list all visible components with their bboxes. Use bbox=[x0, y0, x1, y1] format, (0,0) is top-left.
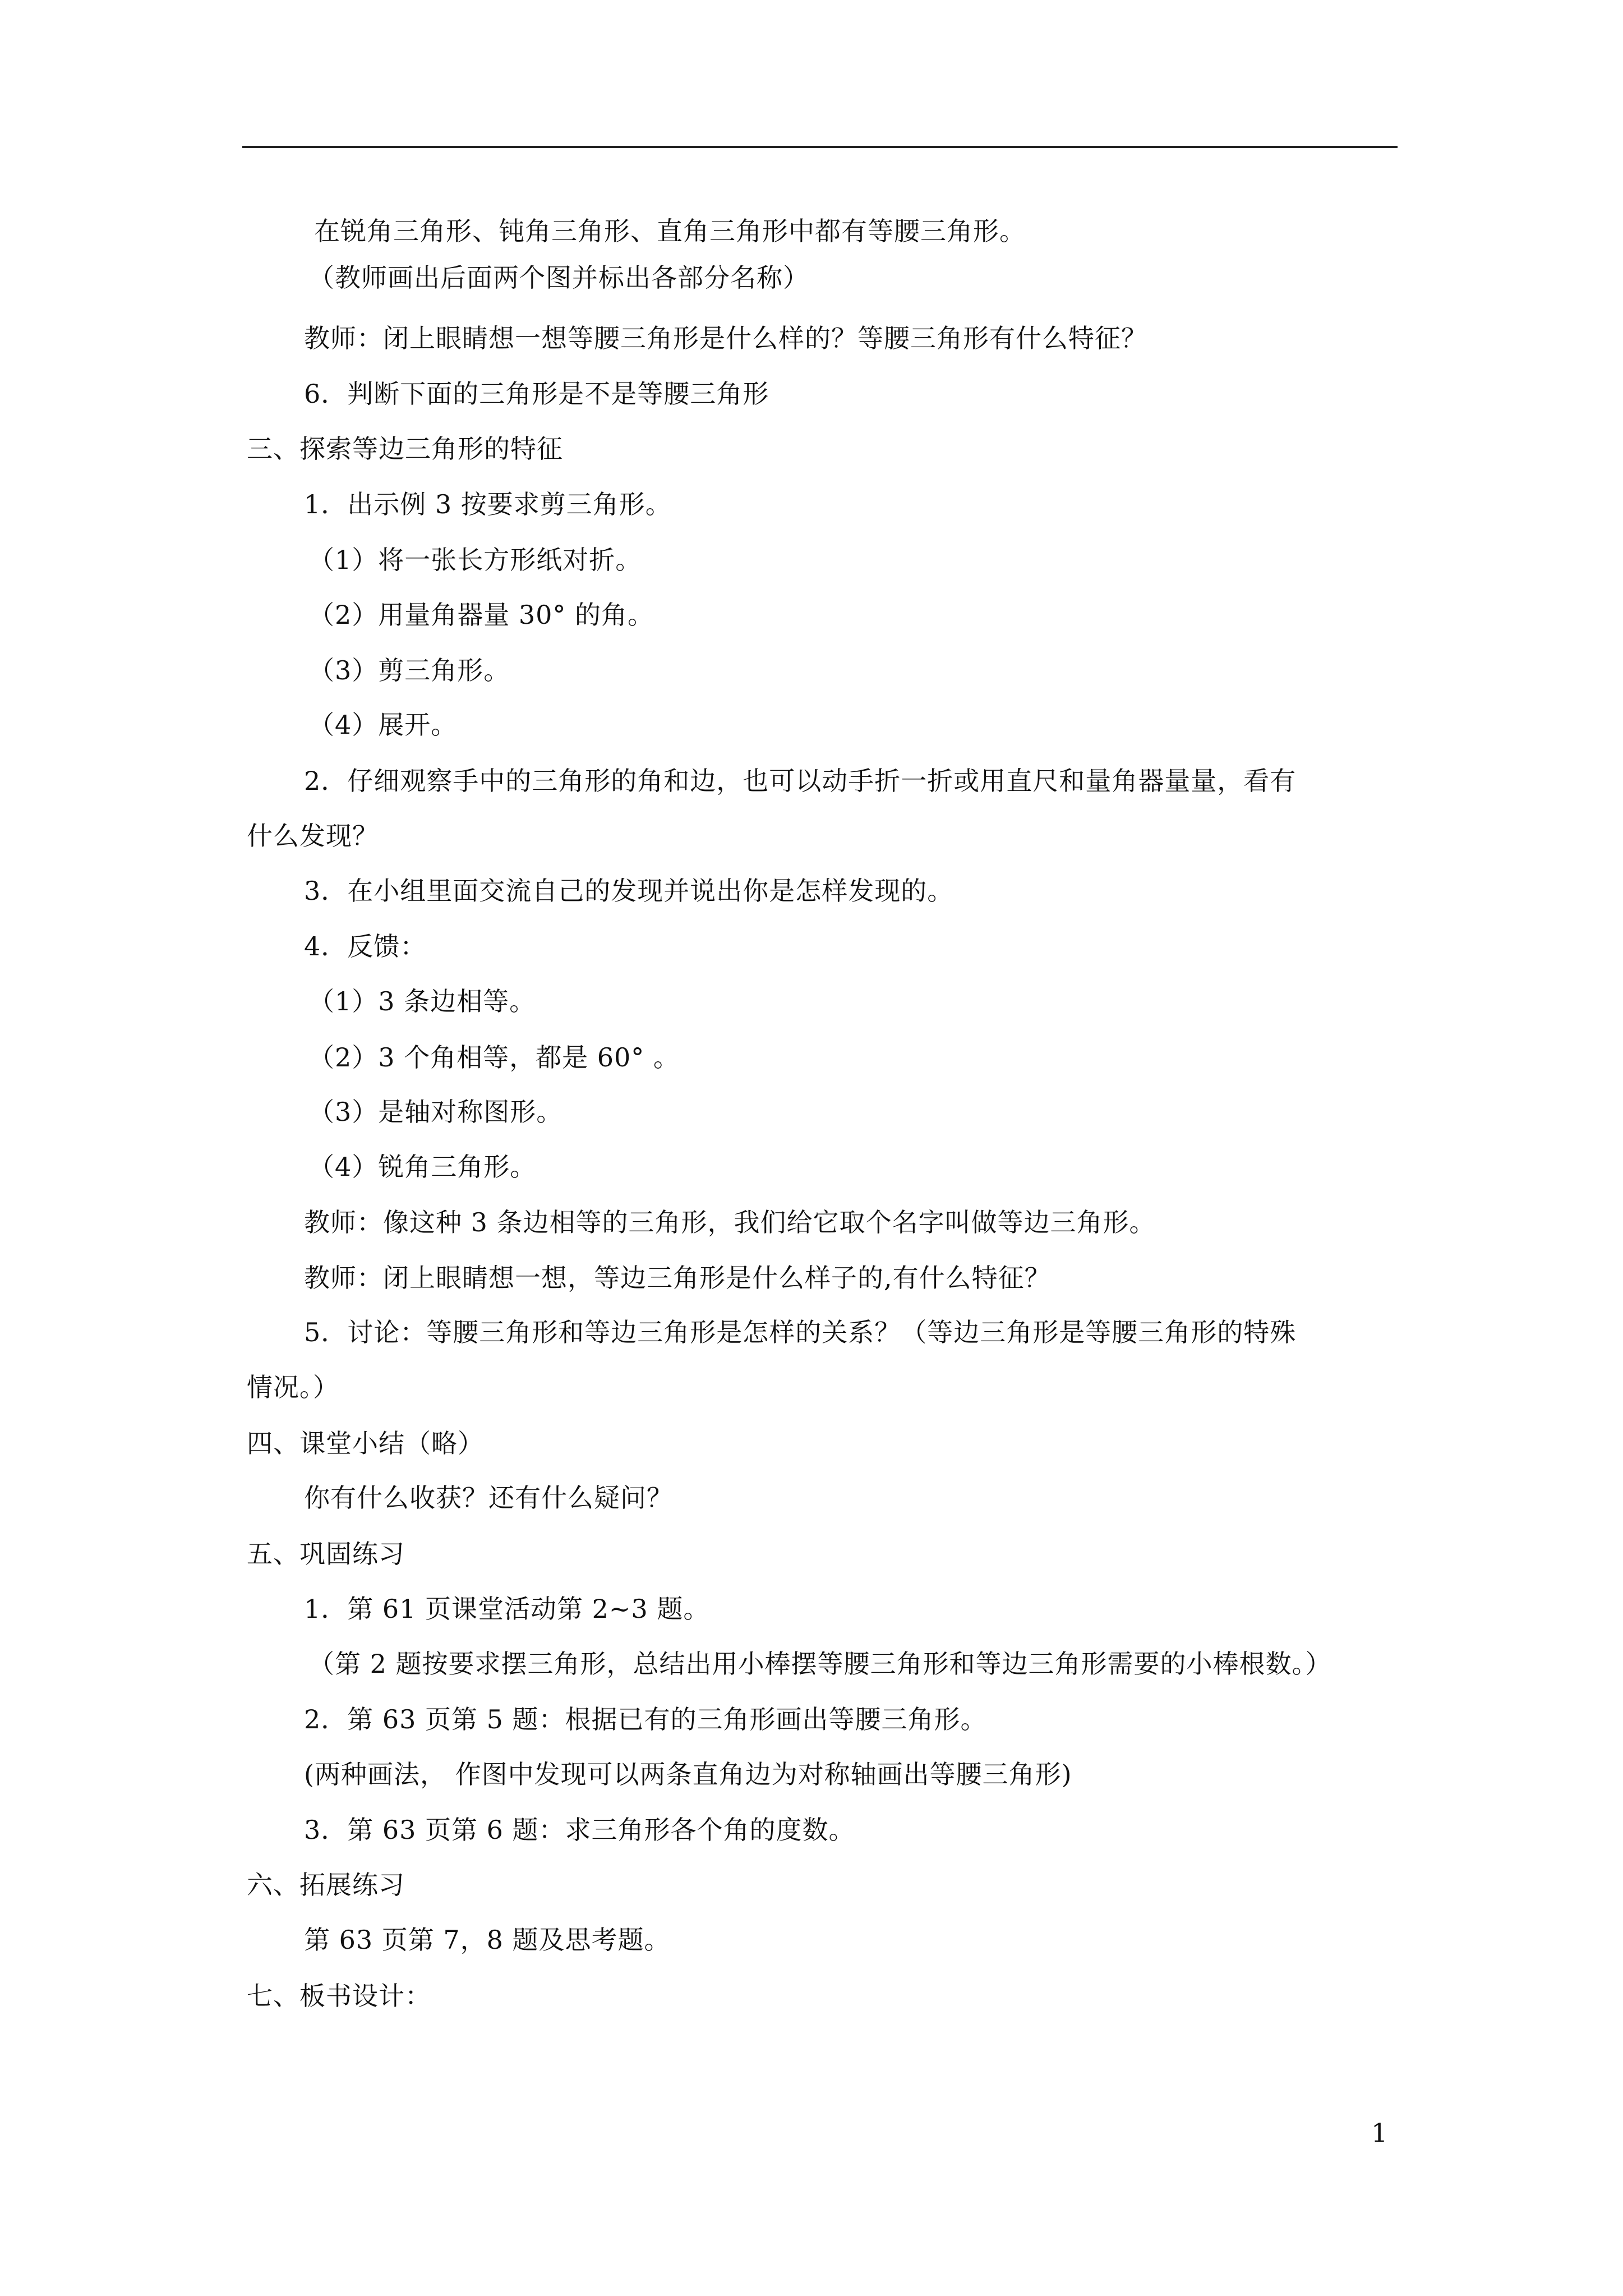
section-heading: 七、板书设计： bbox=[247, 1981, 431, 2011]
paragraph-line: 3．第 63 页第 6 题：求三角形各个角的度数。 bbox=[304, 1815, 855, 1845]
paragraph-line: 你有什么收获？还有什么疑问？ bbox=[304, 1483, 673, 1513]
section-heading: 四、课堂小结（略） bbox=[247, 1428, 484, 1458]
paragraph-line: (两种画法， 作图中发现可以两条直角边为对称轴画出等腰三角形) bbox=[304, 1759, 1072, 1789]
paragraph-line: （4）展开。 bbox=[308, 710, 458, 740]
paragraph-line: （3）是轴对称图形。 bbox=[308, 1097, 563, 1127]
paragraph-line: （3）剪三角形。 bbox=[308, 655, 510, 685]
paragraph-line: （1）将一张长方形纸对折。 bbox=[308, 545, 642, 575]
paragraph-line: 3．在小组里面交流自己的发现并说出你是怎样发现的。 bbox=[304, 876, 954, 906]
paragraph-line: 第 63 页第 7，8 题及思考题。 bbox=[304, 1925, 671, 1955]
paragraph-line: 教师：闭上眼睛想一想，等边三角形是什么样子的,有什么特征？ bbox=[304, 1263, 1051, 1293]
paragraph-line: 1．出示例 3 按要求剪三角形。 bbox=[304, 489, 672, 519]
section-heading: 五、巩固练习 bbox=[247, 1539, 405, 1569]
paragraph-line: （4）锐角三角形。 bbox=[308, 1152, 537, 1182]
paragraph-line: 情况。） bbox=[247, 1372, 339, 1402]
paragraph-line: 6．判断下面的三角形是不是等腰三角形 bbox=[304, 379, 769, 409]
paragraph-line: 5．讨论：等腰三角形和等边三角形是怎样的关系？（等边三角形是等腰三角形的特殊 bbox=[304, 1317, 1297, 1347]
paragraph-line: 在锐角三角形、钝角三角形、直角三角形中都有等腰三角形。 bbox=[314, 216, 1026, 246]
paragraph-line: （2）用量角器量 30° 的角。 bbox=[308, 600, 654, 630]
paragraph-line: （教师画出后面两个图并标出各部分名称） bbox=[308, 263, 809, 293]
paragraph-line: 2．第 63 页第 5 题：根据已有的三角形画出等腰三角形。 bbox=[304, 1704, 987, 1734]
paragraph-line: 4．反馈： bbox=[304, 931, 427, 961]
paragraph-line: 1．第 61 页课堂活动第 2~3 题。 bbox=[304, 1594, 710, 1624]
paragraph-line: 教师：像这种 3 条边相等的三角形，我们给它取个名字叫做等边三角形。 bbox=[304, 1207, 1156, 1237]
page-number: 1 bbox=[1371, 2118, 1388, 2148]
paragraph-line: （1）3 条边相等。 bbox=[308, 986, 536, 1016]
section-heading: 三、探索等边三角形的特征 bbox=[247, 434, 563, 464]
header-rule bbox=[242, 146, 1398, 148]
paragraph-line: 什么发现？ bbox=[247, 821, 379, 851]
paragraph-line: （第 2 题按要求摆三角形，总结出用小棒摆等腰三角形和等边三角形需要的小棒根数。） bbox=[308, 1649, 1332, 1679]
paragraph-line: 教师：闭上眼睛想一想等腰三角形是什么样的？等腰三角形有什么特征？ bbox=[304, 323, 1147, 353]
paragraph-line: （2）3 个角相等，都是 60° 。 bbox=[308, 1042, 680, 1073]
paragraph-line: 2．仔细观察手中的三角形的角和边，也可以动手折一折或用直尺和量角器量量，看有 bbox=[304, 766, 1297, 796]
section-heading: 六、拓展练习 bbox=[247, 1870, 405, 1900]
